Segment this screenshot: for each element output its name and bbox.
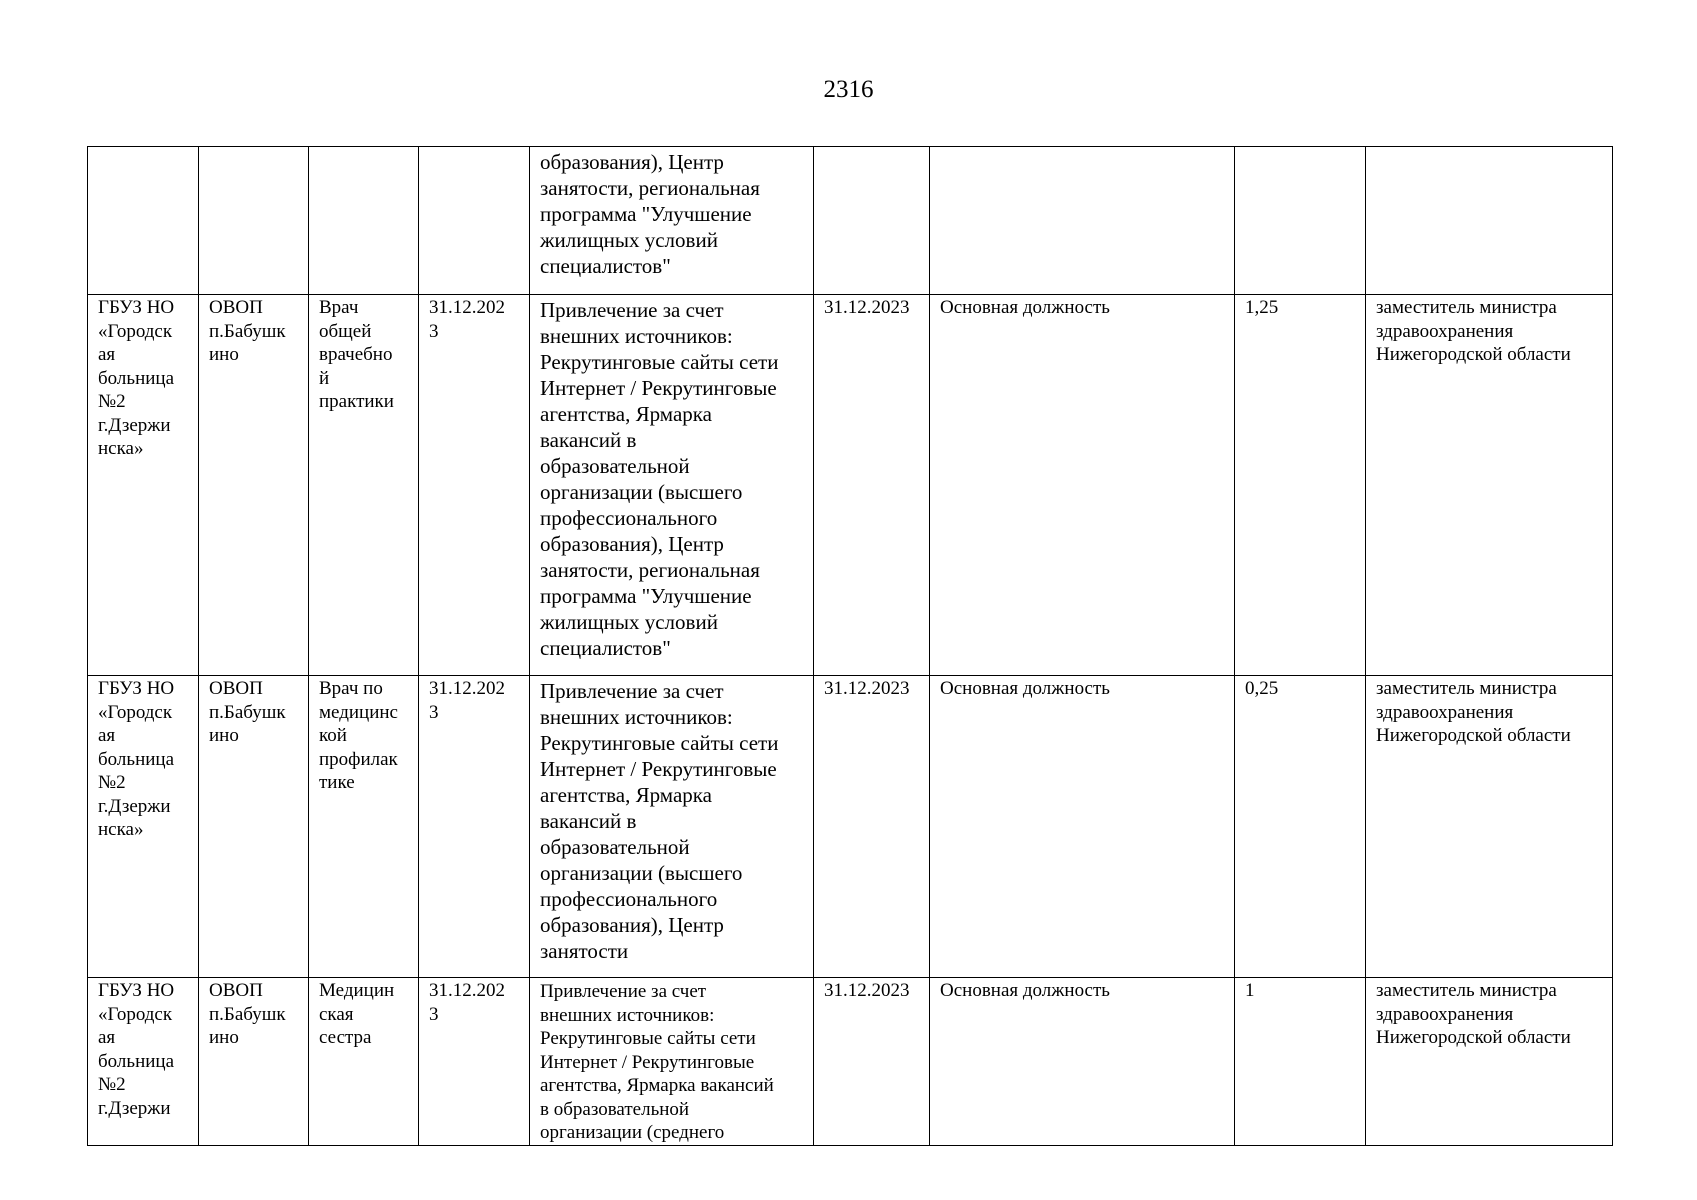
responsible-cell — [1366, 147, 1613, 295]
responsible-cell: заместитель министра здравоохранения Нижегородской области — [1366, 676, 1613, 978]
employment-type-cell: Основная должность — [930, 676, 1235, 978]
unit-cell: ОВОП п.Бабушк ино — [199, 676, 309, 978]
org-cell: ГБУЗ НО «Городск ая больница №2 г.Дзержи нска» — [88, 295, 199, 676]
deadline-cell: 31.12.2023 — [814, 676, 930, 978]
measure-cell: Привлечение за счет внешних источников: Рекрутинговые сайты сети Интернет / Рекрутинговые агентства, Ярмарка вакансий в образовательной организации (высшего профессионального образования), Центр занятости — [530, 676, 814, 978]
unit-cell: ОВОП п.Бабушк ино — [199, 978, 309, 1146]
date-cell: 31.12.202 3 — [419, 676, 530, 978]
table-row — [88, 978, 1613, 1146]
table-row — [88, 676, 1613, 978]
deadline-cell: 31.12.2023 — [814, 978, 930, 1146]
rate-cell — [1235, 147, 1366, 295]
date-cell: 31.12.202 3 — [419, 978, 530, 1146]
position-cell: Медицин ская сестра — [309, 978, 419, 1146]
employment-type-cell: Основная должность — [930, 978, 1235, 1146]
org-cell: ГБУЗ НО «Городск ая больница №2 г.Дзержи нска» — [88, 676, 199, 978]
page-number: 2316 — [823, 76, 874, 103]
responsible-cell: заместитель министра здравоохранения Нижегородской области — [1366, 295, 1613, 676]
rate-cell: 1 — [1235, 978, 1366, 1146]
position-cell: Врач общей врачебно й практики — [309, 295, 419, 676]
org-cell: ГБУЗ НО «Городск ая больница №2 г.Дзержи — [88, 978, 199, 1146]
position-cell — [309, 147, 419, 295]
measure-cell: образования), Центр занятости, региональная программа "Улучшение жилищных условий специалистов" — [530, 147, 814, 295]
deadline-cell: 31.12.2023 — [814, 295, 930, 676]
table-row — [88, 295, 1613, 676]
org-cell — [88, 147, 199, 295]
unit-cell — [199, 147, 309, 295]
unit-cell: ОВОП п.Бабушк ино — [199, 295, 309, 676]
staffing-table — [87, 146, 1613, 1146]
employment-type-cell: Основная должность — [930, 295, 1235, 676]
employment-type-cell — [930, 147, 1235, 295]
rate-cell: 0,25 — [1235, 676, 1366, 978]
rate-cell: 1,25 — [1235, 295, 1366, 676]
position-cell: Врач по медицинс кой профилак тике — [309, 676, 419, 978]
date-cell: 31.12.202 3 — [419, 295, 530, 676]
table-row — [88, 147, 1613, 295]
measure-cell: Привлечение за счет внешних источников: Рекрутинговые сайты сети Интернет / Рекрутинговые агентства, Ярмарка вакансий в образовательной организации (высшего профессионального образования), Центр занятости, региональная программа "Улучшение жилищных условий специалистов" — [530, 295, 814, 676]
measure-cell: Привлечение за счет внешних источников: Рекрутинговые сайты сети Интернет / Рекрутинговые агентства, Ярмарка вакансий в образовательной организации (среднего — [530, 978, 814, 1146]
date-cell — [419, 147, 530, 295]
deadline-cell — [814, 147, 930, 295]
responsible-cell: заместитель министра здравоохранения Нижегородской области — [1366, 978, 1613, 1146]
